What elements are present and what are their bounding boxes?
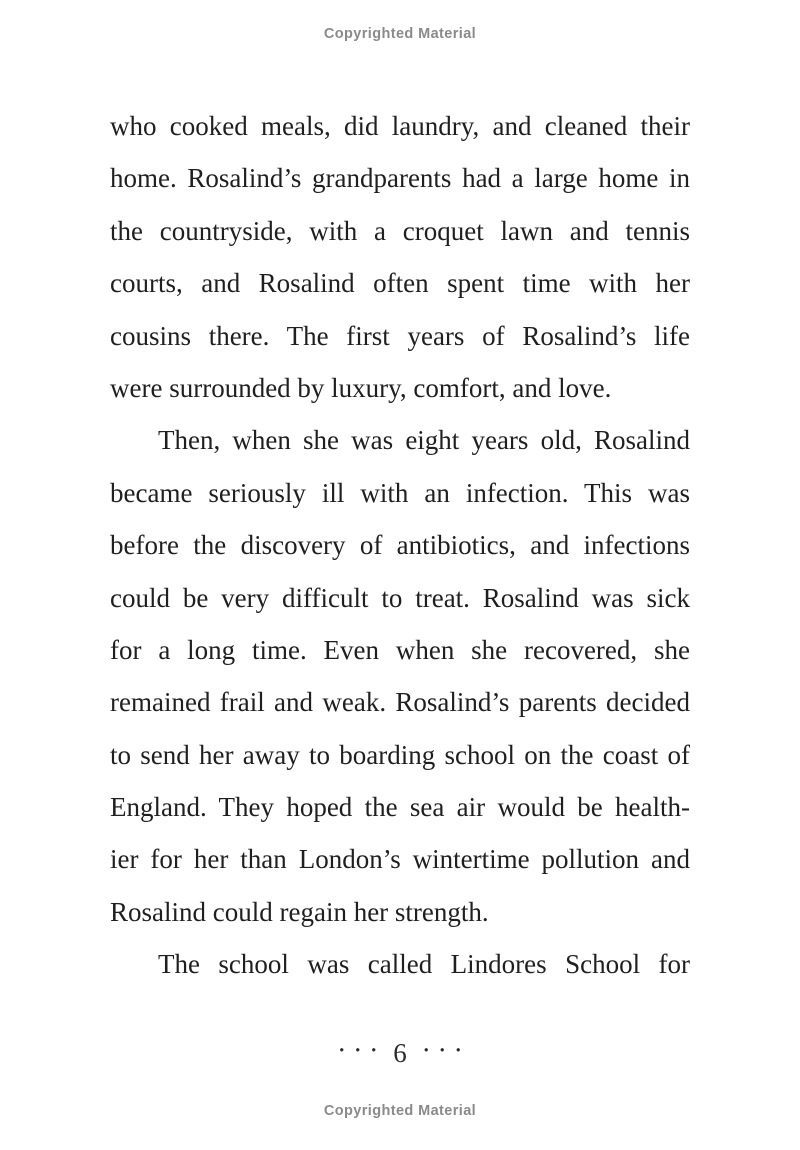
folio-dots-left: ··· (338, 1037, 387, 1062)
text-line: could be very difficult to treat. Rosalind was sick (110, 582, 690, 613)
copyright-notice-bottom: Copyrighted Material (323, 1103, 477, 1119)
text-line: who cooked meals, did laundry, and cleaned their (110, 111, 690, 141)
text-line: before the discovery of antibiotics, and infections (110, 530, 690, 561)
text-line: ier for her than London’s wintertime pollution and (110, 844, 690, 875)
text-line: for a long time. Even when she recovered, she (110, 634, 690, 665)
text-line: Rosalind could regain her strength. (110, 896, 489, 927)
page-number: 6 (393, 1037, 407, 1068)
text-line: cousins there. The first years of Rosalind’s life (110, 320, 690, 351)
text-line: home. Rosalind’s grandparents had a large home in (110, 163, 690, 194)
text-line: became seriously ill with an infection. This was (110, 477, 690, 508)
text-line: the countryside, with a croquet lawn and tennis (110, 215, 690, 246)
text-line: Then, when she was eight years old, Rosalind (158, 425, 690, 456)
text-line: The school was called Lindores School for (158, 949, 690, 980)
text-line: to send her away to boarding school on the coast of (110, 739, 690, 770)
body-text-block (110, 100, 690, 991)
copyright-notice-top: Copyrighted Material (323, 26, 477, 42)
text-line: remained frail and weak. Rosalind’s parents decided (110, 687, 690, 718)
text-line: courts, and Rosalind often spent time with her (110, 268, 690, 299)
text-line: were surrounded by luxury, comfort, and love. (110, 372, 612, 403)
folio-dots-right: ··· (422, 1037, 471, 1062)
page-footer (0, 1036, 800, 1070)
text-line: England. They hoped the sea air would be health- (110, 792, 690, 823)
